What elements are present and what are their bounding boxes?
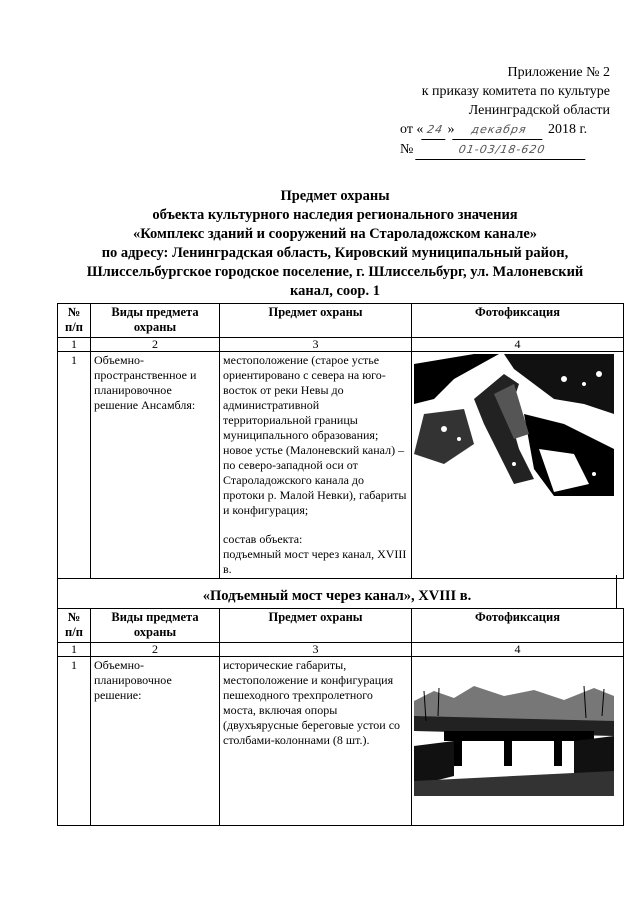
table-row xyxy=(58,657,624,826)
row-kind: Объемно-пространственное и планировочное решение Ансамбля: xyxy=(91,352,220,579)
title-line-6: канал, соор. 1 xyxy=(289,283,380,299)
row-photo xyxy=(412,657,624,826)
header-number: № п/п xyxy=(58,609,91,643)
title-line-3: «Комплекс зданий и сооружений на Староладожском канале» xyxy=(132,226,538,242)
bridge-photo xyxy=(414,686,614,796)
row-kind: Объемно-планировочное решение: xyxy=(91,657,220,826)
row-subject-composition: состав объекта: xyxy=(223,532,303,546)
header-photo: Фотофиксация xyxy=(412,609,624,643)
date-day-handwritten: 24 xyxy=(422,120,450,140)
row-subject-bridge: подъемный мост через канал, XVIII в. xyxy=(223,547,407,576)
table-row xyxy=(58,352,624,579)
date-mid: » xyxy=(447,122,455,137)
date-prefix: от « xyxy=(400,122,424,137)
row-photo xyxy=(412,352,624,579)
date-month-handwritten: декабря xyxy=(453,120,547,140)
appendix-number-line xyxy=(400,140,610,160)
section-bridge-title: «Подъемный мост через канал», XVIII в. xyxy=(57,575,617,608)
appendix-date-line xyxy=(400,120,610,140)
header-subject: Предмет охраны xyxy=(220,304,412,338)
row-number: 1 xyxy=(58,352,91,579)
appendix-line-1: Приложение № 2 xyxy=(507,65,610,80)
appendix-line-2: к приказу комитета по культуре xyxy=(421,84,610,99)
header-photo: Фотофиксация xyxy=(412,304,624,338)
title-line-2: объекта культурного наследия регионального значения xyxy=(152,207,518,223)
document-title xyxy=(55,187,615,301)
appendix-block xyxy=(400,63,610,160)
aerial-canal-photo xyxy=(414,354,614,496)
row-subject-text: местоположение (старое устье ориентировано с севера на юго-восток от реки Невы до административной территориальной границы муниципального образования; новое устье (Малоневский канал) – по северо-западной оси от Староладожского канала до протоки р. Малой Невки), габариты и конфигурация; xyxy=(223,353,407,517)
col-num-4: 4 xyxy=(412,643,624,657)
title-line-1: Предмет охраны xyxy=(280,188,390,204)
table-num-row xyxy=(58,338,624,352)
col-num-2: 2 xyxy=(91,643,220,657)
col-num-3: 3 xyxy=(220,643,412,657)
col-num-1: 1 xyxy=(58,643,91,657)
number-prefix: № xyxy=(400,142,414,157)
col-num-4: 4 xyxy=(412,338,624,352)
col-num-3: 3 xyxy=(220,338,412,352)
table-header-row xyxy=(58,304,624,338)
protection-table-ensemble xyxy=(57,303,624,579)
header-kinds: Виды предмета охраны xyxy=(91,304,220,338)
number-handwritten: 01-03/18-620 xyxy=(415,140,589,160)
header-kinds: Виды предмета охраны xyxy=(91,609,220,643)
title-line-4: по адресу: Ленинградская область, Кировский муниципальный район, xyxy=(101,245,569,261)
header-subject: Предмет охраны xyxy=(220,609,412,643)
date-year: 2018 г. xyxy=(547,122,588,137)
col-num-1: 1 xyxy=(58,338,91,352)
header-number: № п/п xyxy=(58,304,91,338)
row-number: 1 xyxy=(58,657,91,826)
table-num-row xyxy=(58,643,624,657)
appendix-line-3: Ленинградской области xyxy=(468,103,610,118)
table-header-row xyxy=(58,609,624,643)
row-subject: исторические габариты, местоположение и конфигурация пешеходного трехпролетного моста, включая опоры (двухъярусные береговые устои со столбами-колоннами (8 шт.). xyxy=(220,657,412,826)
title-line-5: Шлиссельбургское городское поселение, г. Шлиссельбург, ул. Малоневский xyxy=(86,264,584,280)
row-subject xyxy=(220,352,412,579)
col-num-2: 2 xyxy=(91,338,220,352)
protection-table-bridge xyxy=(57,608,624,826)
